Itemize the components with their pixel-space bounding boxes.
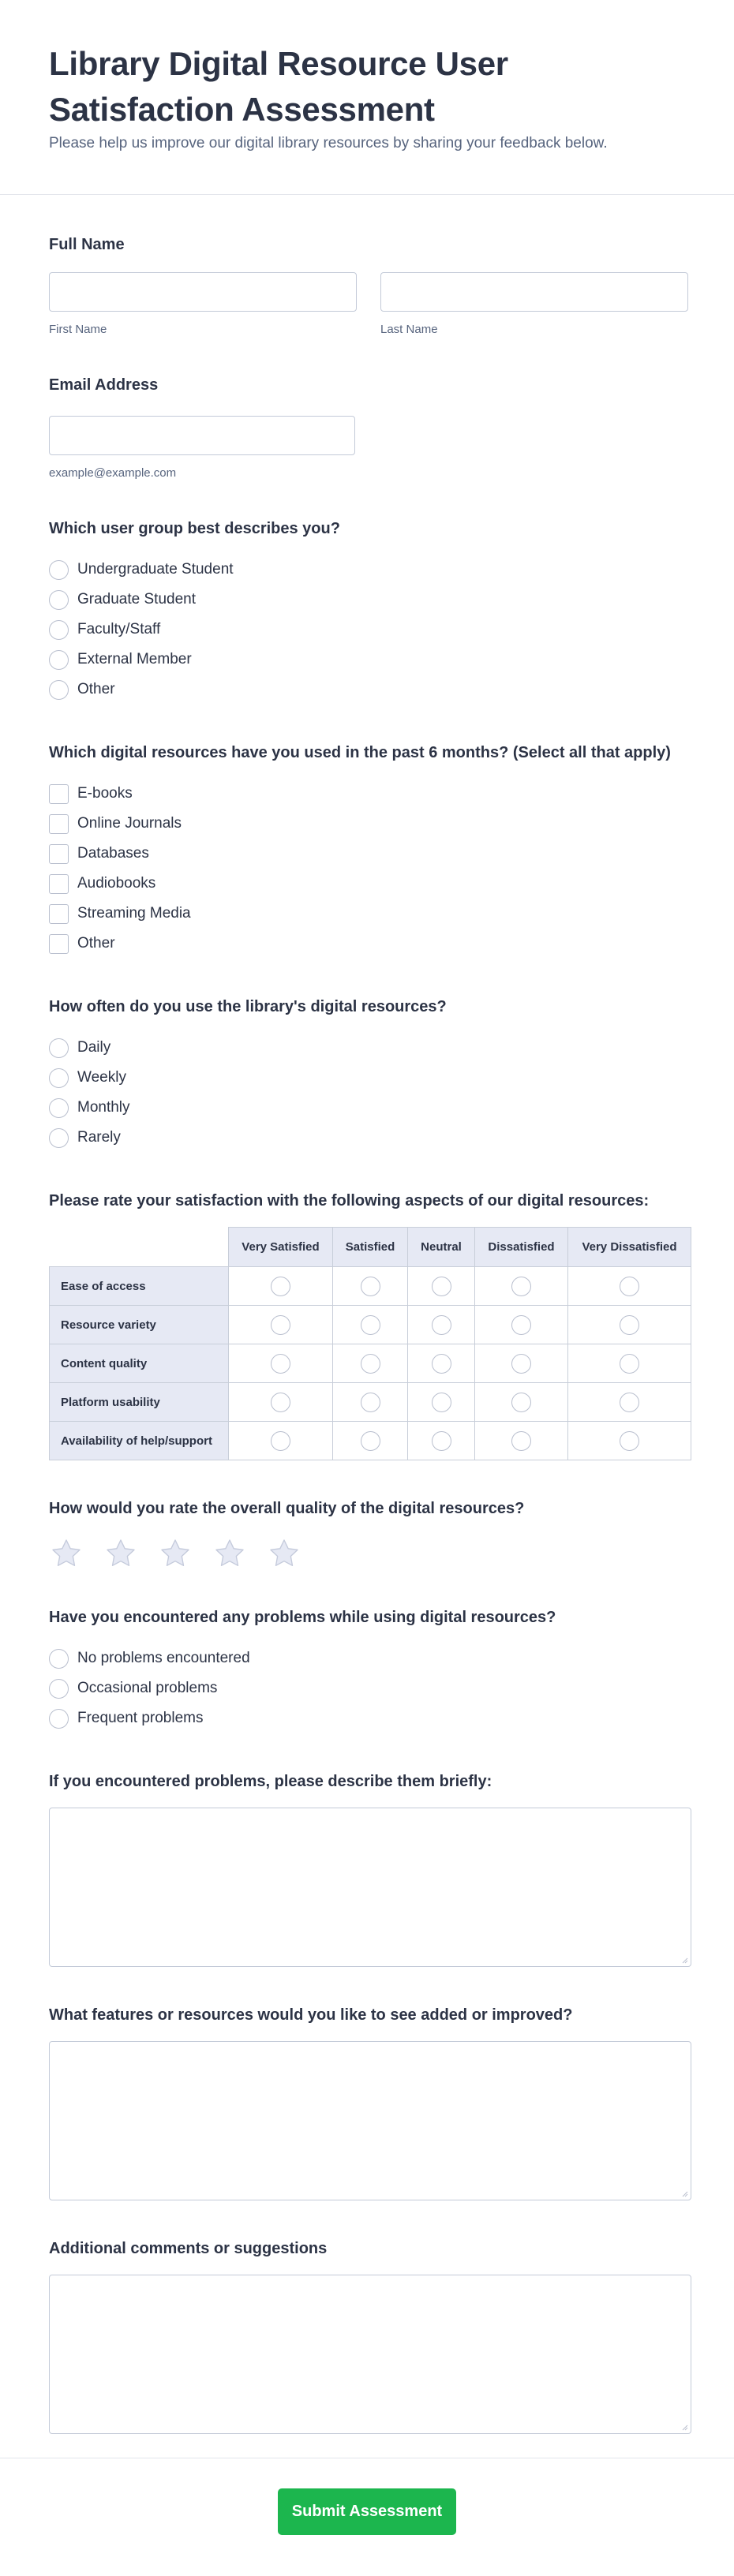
- matrix-cell[interactable]: [333, 1267, 408, 1306]
- frequency-question: [49, 996, 691, 1153]
- radio-button[interactable]: [49, 560, 69, 580]
- resource-option[interactable]: [49, 779, 691, 809]
- page-subtitle: Please help us improve our digital library resources by sharing your feedback below.: [49, 135, 608, 151]
- last-name-input[interactable]: [380, 272, 688, 312]
- problem-description-question: [49, 1771, 691, 1967]
- matrix-cell[interactable]: [475, 1383, 568, 1422]
- matrix-row-label: Ease of access: [50, 1267, 229, 1306]
- resource-option[interactable]: [49, 929, 691, 959]
- matrix-cell[interactable]: [408, 1267, 475, 1306]
- radio-button[interactable]: [49, 680, 69, 700]
- matrix-row: [50, 1383, 691, 1422]
- option-label: Audiobooks: [77, 875, 156, 892]
- satisfaction-question: [49, 1191, 691, 1460]
- name-fields-row: [49, 272, 691, 337]
- matrix-column-header: Neutral: [408, 1228, 475, 1267]
- matrix-cell[interactable]: [568, 1344, 691, 1383]
- features-request-question: [49, 2005, 691, 2200]
- email-input[interactable]: [49, 416, 355, 455]
- frequency-option[interactable]: [49, 1063, 691, 1093]
- resources-used-question: [49, 742, 691, 959]
- user-group-option[interactable]: [49, 585, 691, 615]
- checkbox[interactable]: [49, 874, 69, 894]
- matrix-cell[interactable]: [408, 1306, 475, 1344]
- resource-option[interactable]: [49, 839, 691, 869]
- option-label: Other: [77, 681, 115, 697]
- radio-button[interactable]: [49, 1038, 69, 1058]
- option-label: Databases: [77, 845, 149, 862]
- matrix-column-header: Dissatisfied: [475, 1228, 568, 1267]
- matrix-cell[interactable]: [568, 1306, 691, 1344]
- radio-button[interactable]: [511, 1277, 531, 1296]
- matrix-cell[interactable]: [333, 1422, 408, 1460]
- matrix-cell[interactable]: [229, 1267, 333, 1306]
- checkbox[interactable]: [49, 904, 69, 924]
- radio-button[interactable]: [432, 1277, 451, 1296]
- overall-rating-question: [49, 1498, 691, 1569]
- radio-button[interactable]: [620, 1354, 639, 1374]
- matrix-cell[interactable]: [568, 1383, 691, 1422]
- matrix-cell[interactable]: [333, 1306, 408, 1344]
- radio-button[interactable]: [361, 1431, 380, 1451]
- radio-button[interactable]: [432, 1315, 451, 1335]
- matrix-cell[interactable]: [229, 1422, 333, 1460]
- problems-label: Have you encountered any problems while using digital resources?: [49, 1609, 556, 1626]
- matrix-cell[interactable]: [408, 1383, 475, 1422]
- problem-description-textarea[interactable]: [49, 1808, 691, 1967]
- checkbox[interactable]: [49, 784, 69, 804]
- radio-button[interactable]: [432, 1393, 451, 1412]
- matrix-cell[interactable]: [568, 1422, 691, 1460]
- first-name-input[interactable]: [49, 272, 357, 312]
- radio-button[interactable]: [361, 1393, 380, 1412]
- matrix-cell[interactable]: [475, 1306, 568, 1344]
- radio-button[interactable]: [271, 1315, 290, 1335]
- problems-question: [49, 1607, 691, 1733]
- matrix-column-header: Very Satisfied: [229, 1228, 333, 1267]
- overall-rating-label: How would you rate the overall quality of the digital resources?: [49, 1500, 525, 1517]
- matrix-cell[interactable]: [333, 1344, 408, 1383]
- option-label: External Member: [77, 651, 192, 667]
- frequency-label: How often do you use the library's digital resources?: [49, 998, 447, 1015]
- radio-button[interactable]: [620, 1277, 639, 1296]
- matrix-row: [50, 1267, 691, 1306]
- option-label: Frequent problems: [77, 1710, 204, 1726]
- matrix-cell[interactable]: [408, 1344, 475, 1383]
- first-name-group: [49, 272, 357, 337]
- resource-option[interactable]: [49, 869, 691, 899]
- option-label: Daily: [77, 1039, 111, 1056]
- form-header: [0, 0, 734, 195]
- matrix-cell[interactable]: [475, 1267, 568, 1306]
- radio-button[interactable]: [511, 1315, 531, 1335]
- form-footer: [0, 2458, 734, 2576]
- frequency-option[interactable]: [49, 1033, 691, 1063]
- option-label: Streaming Media: [77, 905, 191, 922]
- radio-button[interactable]: [511, 1393, 531, 1412]
- radio-button[interactable]: [49, 590, 69, 610]
- last-name-sublabel: Last Name: [380, 323, 438, 336]
- frequency-option[interactable]: [49, 1093, 691, 1123]
- radio-button[interactable]: [361, 1277, 380, 1296]
- matrix-row-label: Resource variety: [50, 1306, 229, 1344]
- satisfaction-matrix: [49, 1227, 691, 1460]
- features-request-textarea[interactable]: [49, 2041, 691, 2200]
- problem-description-label: If you encountered problems, please describe them briefly:: [49, 1773, 492, 1790]
- problems-option[interactable]: [49, 1643, 691, 1673]
- problems-options: [49, 1643, 691, 1733]
- user-group-option[interactable]: [49, 675, 691, 705]
- matrix-cell[interactable]: [333, 1383, 408, 1422]
- option-label: Weekly: [77, 1069, 126, 1086]
- matrix-column-header: Very Dissatisfied: [568, 1228, 691, 1267]
- problems-option[interactable]: [49, 1703, 691, 1733]
- radio-button[interactable]: [361, 1315, 380, 1335]
- survey-form: [0, 234, 734, 2434]
- checkbox[interactable]: [49, 934, 69, 954]
- radio-button[interactable]: [49, 1709, 69, 1729]
- matrix-row-label: Availability of help/support: [50, 1422, 229, 1460]
- radio-button[interactable]: [49, 1068, 69, 1088]
- frequency-option[interactable]: [49, 1123, 691, 1153]
- matrix-cell[interactable]: [568, 1267, 691, 1306]
- matrix-cell[interactable]: [408, 1422, 475, 1460]
- option-label: Occasional problems: [77, 1680, 218, 1696]
- radio-button[interactable]: [620, 1315, 639, 1335]
- email-group: [49, 416, 355, 480]
- matrix-cell[interactable]: [475, 1422, 568, 1460]
- checkbox[interactable]: [49, 814, 69, 834]
- satisfaction-label: Please rate your satisfaction with the following aspects of our digital resources:: [49, 1192, 650, 1209]
- full-name-label: Full Name: [49, 236, 125, 253]
- comments-label: Additional comments or suggestions: [49, 2240, 328, 2257]
- page-title: Library Digital Resource User Satisfaction Assessment: [49, 45, 508, 128]
- email-sublabel: example@example.com: [49, 466, 177, 480]
- first-name-sublabel: First Name: [49, 323, 107, 336]
- radio-button[interactable]: [271, 1354, 290, 1374]
- user-group-options: [49, 555, 691, 705]
- matrix-header-row: [50, 1228, 691, 1267]
- option-label: No problems encountered: [77, 1650, 250, 1666]
- radio-button[interactable]: [49, 1679, 69, 1699]
- option-label: Rarely: [77, 1129, 121, 1146]
- resource-option[interactable]: [49, 809, 691, 839]
- comments-textarea[interactable]: [49, 2275, 691, 2434]
- option-label: Graduate Student: [77, 591, 196, 608]
- matrix-row: [50, 1344, 691, 1383]
- option-label: Monthly: [77, 1099, 130, 1116]
- matrix-row: [50, 1422, 691, 1460]
- radio-button[interactable]: [511, 1354, 531, 1374]
- resources-used-options: [49, 779, 691, 959]
- resize-grip-icon[interactable]: [680, 2189, 688, 2197]
- user-group-option[interactable]: [49, 555, 691, 585]
- radio-button[interactable]: [271, 1277, 290, 1296]
- resize-grip-icon[interactable]: [680, 2423, 688, 2431]
- user-group-question: [49, 518, 691, 705]
- matrix-cell[interactable]: [229, 1344, 333, 1383]
- option-label: Online Journals: [77, 815, 182, 832]
- submit-button[interactable]: Submit Assessment: [278, 2488, 456, 2535]
- star-icon[interactable]: [159, 1538, 192, 1569]
- star-rating: [49, 1538, 691, 1569]
- radio-button[interactable]: [432, 1354, 451, 1374]
- radio-button[interactable]: [49, 1098, 69, 1118]
- radio-button[interactable]: [49, 1128, 69, 1148]
- checkbox[interactable]: [49, 844, 69, 864]
- option-label: Other: [77, 935, 115, 952]
- radio-button[interactable]: [49, 1649, 69, 1669]
- radio-button[interactable]: [49, 620, 69, 640]
- resources-used-label: Which digital resources have you used in the past 6 months? (Select all that apply): [49, 744, 671, 761]
- matrix-row: [50, 1306, 691, 1344]
- email-label: Email Address: [49, 376, 159, 394]
- matrix-row-label: Platform usability: [50, 1383, 229, 1422]
- star-icon[interactable]: [50, 1538, 83, 1569]
- radio-button[interactable]: [271, 1393, 290, 1412]
- matrix-cell[interactable]: [229, 1306, 333, 1344]
- matrix-cell[interactable]: [475, 1344, 568, 1383]
- star-icon[interactable]: [213, 1538, 246, 1569]
- radio-button[interactable]: [620, 1393, 639, 1412]
- full-name-question: [49, 234, 691, 337]
- user-group-label: Which user group best describes you?: [49, 520, 340, 537]
- email-question: [49, 375, 691, 480]
- matrix-corner: [50, 1228, 229, 1267]
- features-request-label: What features or resources would you like to see added or improved?: [49, 2006, 573, 2024]
- comments-question: [49, 2238, 691, 2434]
- radio-button[interactable]: [432, 1431, 451, 1451]
- user-group-option[interactable]: [49, 615, 691, 645]
- resource-option[interactable]: [49, 899, 691, 929]
- option-label: E-books: [77, 785, 133, 802]
- star-icon[interactable]: [104, 1538, 137, 1569]
- option-label: Undergraduate Student: [77, 561, 234, 578]
- radio-button[interactable]: [361, 1354, 380, 1374]
- radio-button[interactable]: [271, 1431, 290, 1451]
- user-group-option[interactable]: [49, 645, 691, 675]
- option-label: Faculty/Staff: [77, 621, 161, 637]
- radio-button[interactable]: [49, 650, 69, 670]
- matrix-row-label: Content quality: [50, 1344, 229, 1383]
- problems-option[interactable]: [49, 1673, 691, 1703]
- matrix-column-header: Satisfied: [333, 1228, 408, 1267]
- last-name-group: [380, 272, 688, 337]
- frequency-options: [49, 1033, 691, 1153]
- matrix-cell[interactable]: [229, 1383, 333, 1422]
- resize-grip-icon[interactable]: [680, 1956, 688, 1964]
- radio-button[interactable]: [620, 1431, 639, 1451]
- radio-button[interactable]: [511, 1431, 531, 1451]
- star-icon[interactable]: [268, 1538, 301, 1569]
